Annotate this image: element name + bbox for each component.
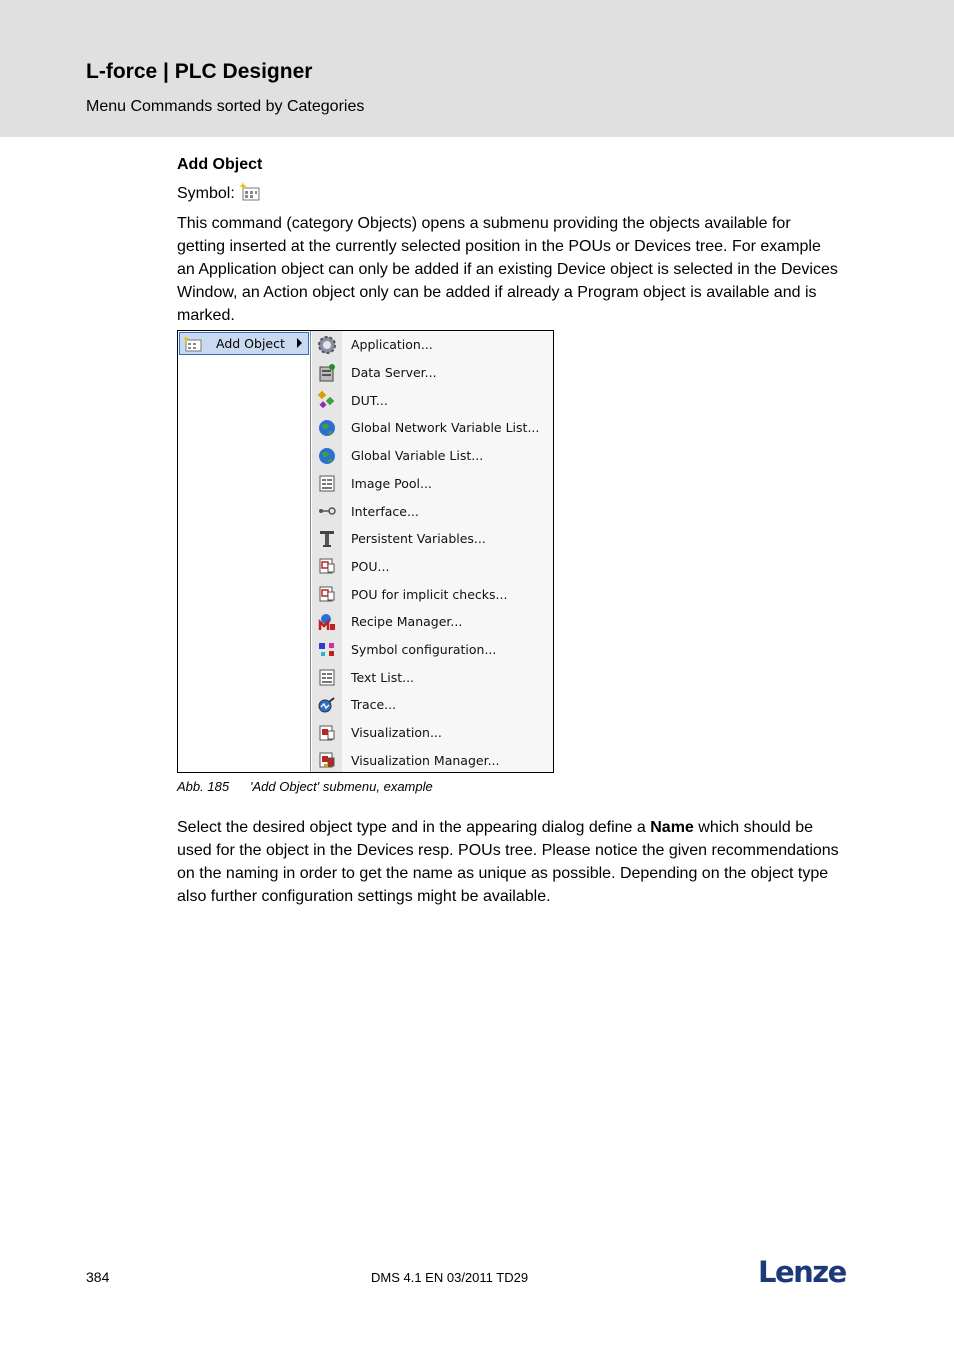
submenu-item-label: DUT... <box>351 392 388 408</box>
add-object-icon <box>183 336 203 352</box>
submenu-item-application[interactable] <box>312 331 553 359</box>
submenu-item-data-server[interactable] <box>312 359 553 387</box>
submenu-item-label: Persistent Variables... <box>351 531 486 547</box>
add-object-submenu-screenshot <box>177 330 554 773</box>
submenu-item-global-network-variable-list[interactable] <box>312 414 553 442</box>
application-gear-icon <box>317 335 337 355</box>
add-object-icon <box>239 182 261 202</box>
submenu-item-label: Recipe Manager... <box>351 614 463 630</box>
submenu-item-pou[interactable] <box>312 553 553 581</box>
global-network-variable-list-icon <box>317 418 337 438</box>
pou-implicit-checks-icon <box>317 584 337 604</box>
name-term: Name <box>650 819 694 836</box>
instruction-text-after: which should be used for the object in the Devices resp. POUs tree. Please notice the given recommendations on the naming in order to get the name as unique as possible. Depending on the object type also further configuration settings might be available. <box>177 819 839 905</box>
submenu-item-interface[interactable] <box>312 497 553 525</box>
submenu-item-label: Visualization Manager... <box>351 752 500 768</box>
global-variable-list-icon <box>317 446 337 466</box>
submenu-item-label: POU... <box>351 558 390 574</box>
submenu-item-visualization-manager[interactable] <box>312 747 553 775</box>
dut-icon <box>317 390 337 410</box>
parent-context-menu <box>178 331 311 772</box>
submenu-item-symbol-configuration[interactable] <box>312 636 553 664</box>
submenu-item-label: Trace... <box>351 697 397 713</box>
persistent-variables-icon <box>317 529 337 549</box>
menu-item-add-object[interactable] <box>179 332 309 355</box>
menu-item-add-object-label: Add Object <box>216 336 285 351</box>
submenu-item-persistent-variables[interactable] <box>312 525 553 553</box>
instruction-paragraph <box>177 816 839 908</box>
submenu-item-label: Image Pool... <box>351 475 432 491</box>
visualization-icon <box>317 723 337 743</box>
submenu-arrow-icon <box>297 338 302 348</box>
pou-icon <box>317 556 337 576</box>
document-reference: DMS 4.1 EN 03/2011 TD29 <box>371 1270 529 1285</box>
submenu-item-pou-for-implicit-checks[interactable] <box>312 580 553 608</box>
add-object-submenu <box>312 331 553 772</box>
interface-icon <box>317 501 337 521</box>
data-server-icon <box>317 363 337 383</box>
submenu-item-label: Visualization... <box>351 725 442 741</box>
submenu-item-label: Text List... <box>351 669 415 685</box>
header-band <box>0 0 954 137</box>
figure-caption-number: Abb. 185 <box>177 779 230 794</box>
submenu-item-label: POU for implicit checks... <box>351 586 508 602</box>
intro-paragraph: This command (category Objects) opens a submenu providing the objects available for getting inserted at the currently selected position in the POUs or Devices tree. For example an Application object can only be added if an existing Device object is selected in the Devices Window, an Action object only can be added if already a Program object is available and is marked. <box>177 215 838 324</box>
figure-caption <box>177 779 433 794</box>
submenu-item-label: Application... <box>351 337 433 353</box>
symbol-label: Symbol: <box>177 185 235 202</box>
visualization-manager-icon <box>317 750 337 770</box>
symbol-configuration-icon <box>317 640 337 660</box>
submenu-item-dut[interactable] <box>312 386 553 414</box>
submenu-item-label: Symbol configuration... <box>351 642 497 658</box>
section-heading: Add Object <box>177 156 263 173</box>
symbol-line <box>177 184 261 204</box>
image-pool-icon <box>317 473 337 493</box>
text-list-icon <box>317 667 337 687</box>
recipe-manager-icon <box>317 612 337 632</box>
page-number: 384 <box>86 1269 110 1285</box>
document-subtitle: Menu Commands sorted by Categories <box>86 98 365 115</box>
submenu-item-label: Data Server... <box>351 365 437 381</box>
trace-icon <box>317 695 337 715</box>
submenu-item-image-pool[interactable] <box>312 470 553 498</box>
figure-caption-text: 'Add Object' submenu, example <box>250 779 433 794</box>
document-title: L-force | PLC Designer <box>86 60 313 83</box>
submenu-item-label: Global Variable List... <box>351 448 484 464</box>
submenu-item-label: Interface... <box>351 503 419 519</box>
instruction-text-before: Select the desired object type and in the appearing dialog define a <box>177 819 651 836</box>
submenu-item-label: Global Network Variable List... <box>351 420 540 436</box>
submenu-item-visualization[interactable] <box>312 719 553 747</box>
submenu-item-text-list[interactable] <box>312 663 553 691</box>
submenu-item-trace[interactable] <box>312 691 553 719</box>
submenu-item-recipe-manager[interactable] <box>312 608 553 636</box>
submenu-item-global-variable-list[interactable] <box>312 442 553 470</box>
lenze-logo: Lenze <box>758 1255 846 1289</box>
